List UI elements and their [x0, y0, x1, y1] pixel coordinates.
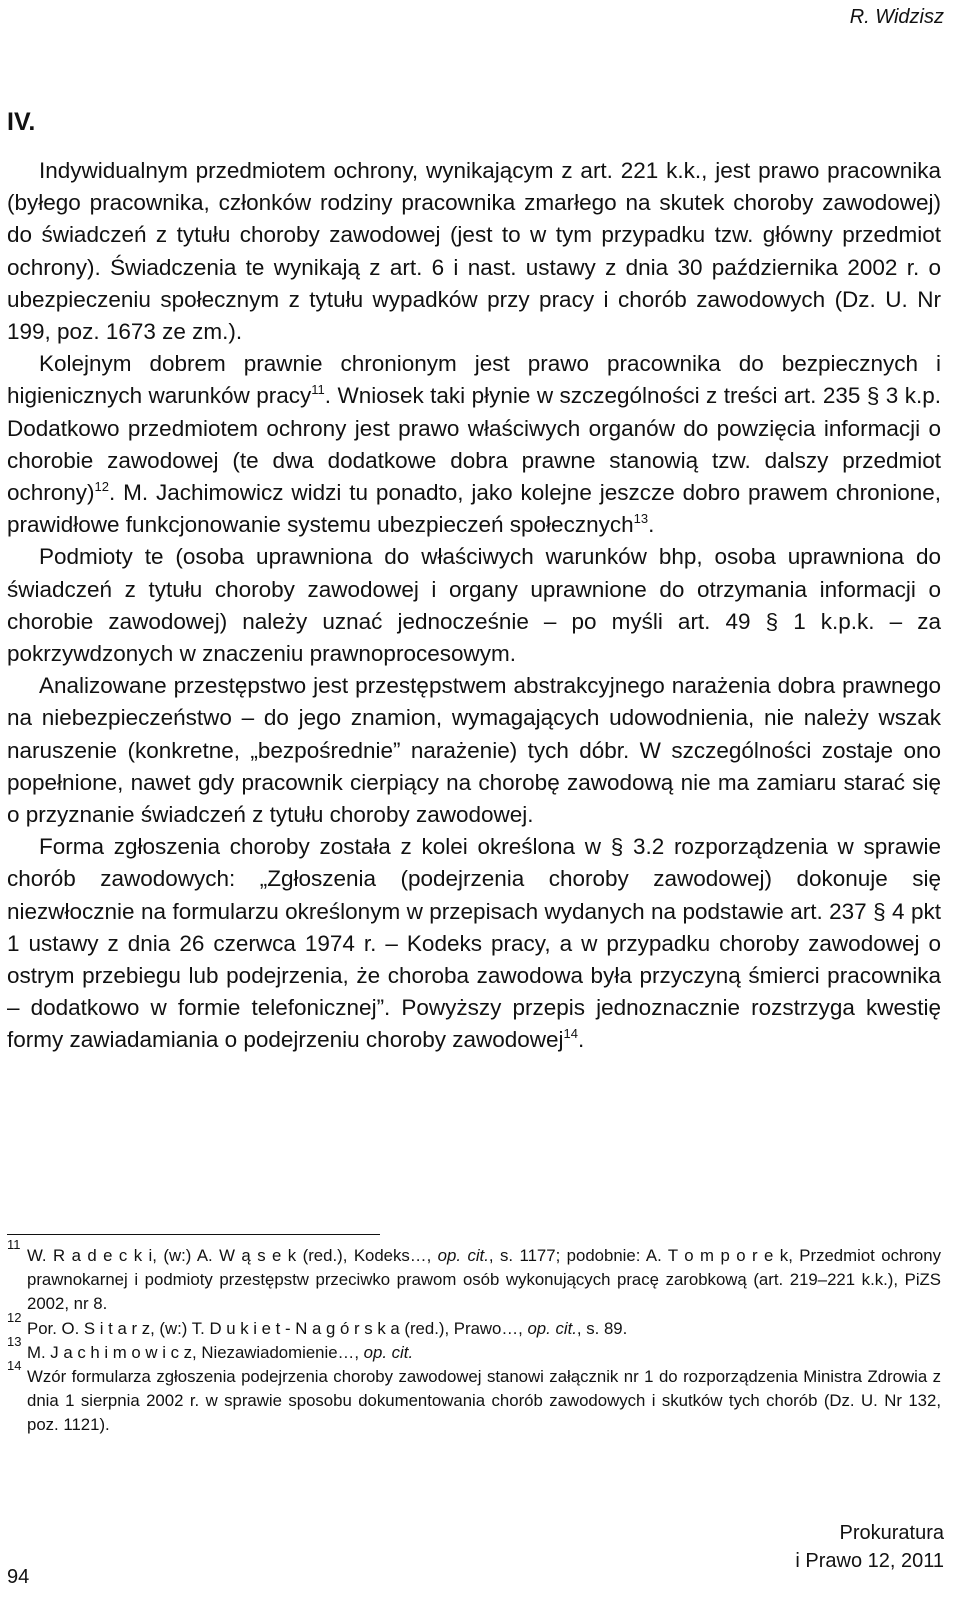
- text-run: Podmioty te (osoba uprawniona do właściwych warunków bhp, osoba uprawniona do świadczeń z tytułu choroby zawodowej i organy uprawnione do otrzymania informacji o chorobie zawodowej) należy uznać jednocześnie – po myśli art. 49 § 1 k.p.k. – za pokrzywdzonych w znaczeniu prawnoprocesowym.: [7, 544, 941, 667]
- footnote-ref: 14: [563, 1026, 579, 1042]
- paragraph-3: [7, 541, 941, 670]
- paragraph-5: [7, 831, 941, 1056]
- footnote-italic: op. cit.: [363, 1342, 414, 1362]
- footnote-number: 11: [7, 1237, 21, 1252]
- text-run: . Wniosek taki płynie w szczególności z treści art. 235 § 3 k.p. Dodatkowo przedmiotem ochrony jest prawo właściwych organów do powzięcia informacji o chorobie zawodowej (te dwa dodatkowe dobra prawne stanowią tzw. dalszy przedmiot ochrony): [7, 383, 941, 506]
- footnote-text: M. J a c h i m o w i c z, Niezawiadomienie…,: [27, 1342, 364, 1362]
- paragraph-1: [7, 155, 941, 348]
- footnote-12: [7, 1309, 941, 1341]
- footnote-text: W. R a d e c k i, (w:) A. W ą s e k (red.), Kodeks…,: [27, 1246, 438, 1265]
- text-run: Indywidualnym przedmiotem ochrony, wynikającym z art. 221 k.k., jest prawo pracownika (byłego pracownika, członków rodziny pracownika zmarłego na skutek choroby zawodowej) do świadczeń z tytułu choroby zawodowej (jest to w tym przypadku tzw. główny przedmiot ochrony). Świadczenia te wynikają z art. 6 i nast. ustawy z dnia 30 października 2002 r. o ubezpieczeniu społecznym z tytułu wypadków przy pracy i chorób zawodowych (Dz. U. Nr 199, poz. 1673 ze zm.).: [7, 158, 941, 345]
- footnote-13: [7, 1333, 941, 1365]
- text-run: . M. Jachimowicz widzi tu ponadto, jako kolejne jeszcze dobro prawem chronione, prawidłowe funkcjonowanie systemu ubezpieczeń społecznych: [7, 480, 941, 538]
- footnote-text: Por. O. S i t a r z, (w:) T. D u k i e t - N a g ó r s k a (red.), Prawo…,: [27, 1318, 528, 1338]
- footnote-11: [7, 1237, 941, 1317]
- footnote-ref: 12: [94, 479, 110, 495]
- footnote-text: , s. 1177; podobnie: A. T o m p o r e k, Przedmiot ochrony prawnokarnej i podmioty przestępstw przeciwko prawom osób wykonujących pracę zarobkową (art. 219–221 k.k.), PiZS 2002, nr 8.: [27, 1246, 941, 1314]
- footnote-ref: 13: [633, 511, 649, 527]
- footnote-ref: 11: [311, 382, 325, 398]
- text-run: .: [578, 1027, 585, 1053]
- footnotes: [7, 1237, 941, 1438]
- running-head: R. Widzisz: [849, 6, 944, 28]
- journal-footer: [795, 1519, 944, 1575]
- footnote-number: 12: [7, 1309, 22, 1325]
- journal-name: Prokuratura: [839, 1522, 944, 1544]
- paragraph-4: [7, 670, 941, 831]
- footnote-number: 14: [7, 1358, 22, 1374]
- text-run: Kolejnym dobrem prawnie chronionym jest prawo pracownika do bezpiecznych i higienicznych warunków pracy: [7, 351, 941, 409]
- journal-issue: i Prawo 12, 2011: [795, 1550, 944, 1572]
- footnote-divider: [7, 1234, 380, 1235]
- text-run: Forma zgłoszenia choroby została z kolei określona w § 3.2 rozporządzenia w sprawie chorób zawodowych: „Zgłoszenia (podejrzenia choroby zawodowej) dokonuje się niezwłocznie na formularzu określonym w przepisach wydanych na podstawie art. 237 § 4 pkt 1 ustawy z dnia 26 czerwca 1974 r. – Kodeks pracy, a w przypadku choroby zawodowej o ostrym przebiegu lub podejrzenia, że choroba zawodowa była przyczyną śmierci pracownika – dodatkowo w formie telefonicznej”. Powyższy przepis jednoznacznie rozstrzyga kwestię formy zawiadamiania o podejrzeniu choroby zawodowej: [7, 834, 941, 1053]
- footnote-number: 13: [7, 1333, 22, 1349]
- paragraph-2: [7, 348, 941, 541]
- footnote-text: , s. 89.: [576, 1318, 628, 1338]
- footnote-14: [7, 1358, 941, 1438]
- footnote-italic: op. cit.: [437, 1246, 489, 1265]
- text-run: Analizowane przestępstwo jest przestępstwem abstrakcyjnego narażenia dobra prawnego na niebezpieczeństwo – do jego znamion, wymagających udowodnienia, nie należy wszak naruszenie (konkretne, „bezpośrednie” narażenie) tych dóbr. W szczególności zostaje ono popełnione, nawet gdy pracownik cierpiący na chorobę zawodową nie ma zamiaru starać się o przyznanie świadczeń z tytułu choroby zawodowej.: [7, 673, 941, 828]
- main-text: [7, 155, 941, 1057]
- footnote-italic: op. cit.: [527, 1318, 577, 1338]
- page-number: 94: [7, 1566, 30, 1588]
- text-run: .: [648, 512, 655, 538]
- footnote-text: Wzór formularza zgłoszenia podejrzenia choroby zawodowej stanowi załącznik nr 1 do rozporządzenia Ministra Zdrowia z dnia 1 sierpnia 2002 r. w sprawie sposobu dokumentowania chorób zawodowych i skutków tych chorób (Dz. U. Nr 132, poz. 1121).: [27, 1367, 941, 1435]
- section-number: IV.: [7, 108, 36, 136]
